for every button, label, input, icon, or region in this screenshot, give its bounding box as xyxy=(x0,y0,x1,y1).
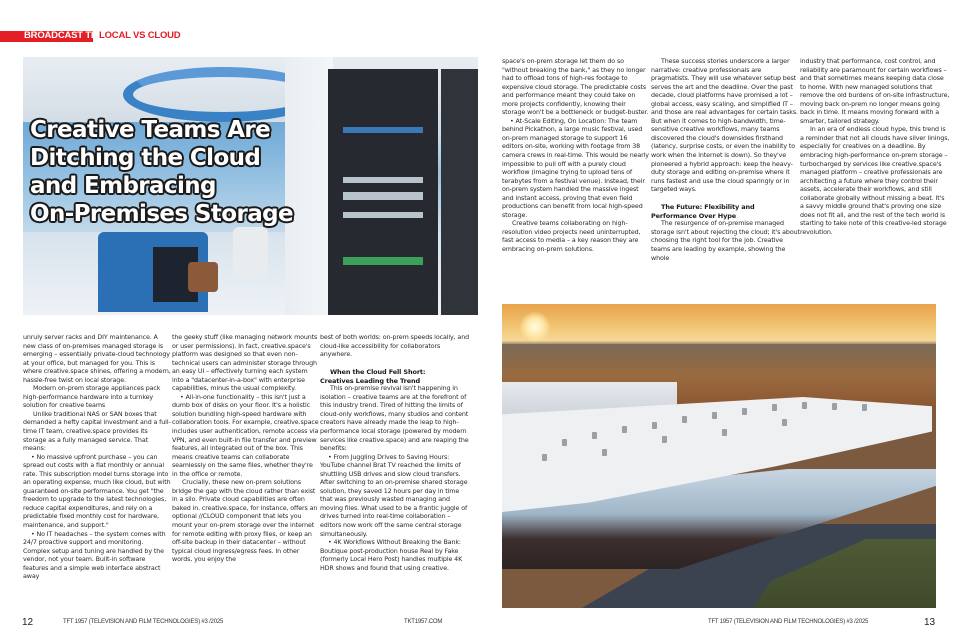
roof-vent xyxy=(712,412,717,419)
roof-vent xyxy=(652,422,657,429)
section-label: BROADCAST TECH xyxy=(24,30,111,41)
roof-vent xyxy=(622,426,627,433)
publication-name-right: TFT 1957 (TELEVISION AND FILM TECHNOLOGIES) #3 /2025 xyxy=(708,619,869,625)
website-link[interactable]: TKT1957.COM xyxy=(404,619,443,625)
bullet-paragraph: • No massive upfront purchase – you can spread out costs with a flat monthly or annual rate. This subscription model turns storage into an operating expense, much like cloud, but with guaranteed on-site performance. You get "the freedom to upgrade to the latest technologies, reduce capital expenditures, and rely on a predictable fixed monthly cost for hardware, maintenance, and support." xyxy=(23,453,171,530)
paragraph: industry that performance, cost control, and reliability are paramount for certain workflows – and that sometimes means keeping data close to home. With new managed solutions that remove the old burdens of on-site infrastructure, moving back on-prem no longer means going back in time. It means moving forward with a smarter, tailored strategy. xyxy=(800,58,950,125)
roof-vent xyxy=(682,416,687,423)
roof-vent xyxy=(662,436,667,443)
paragraph: These success stories underscore a larger narrative: creative professionals are pragmatists. They will use whatever setup best serves the art and the deadline. Over the past decade, cloud platforms have promised a lot – global access, easy scaling, and simplified IT – and those are real advantages for certain tasks. But when it comes to high-bandwidth, time-sensitive creative workflows, many teams discovered the cloud's downsides firsthand (latency, surprise costs, or even the inability to work when the internet is down). So they've pioneered a hybrid approach: keep the heavy-duty storage and editing on-premise where it runs fastest and use the cloud sparingly or in targeted ways. xyxy=(651,58,798,194)
rack-unit xyxy=(343,212,423,218)
paragraph: Crucially, these new on-prem solutions bridge the gap with the cloud rather than exist in a silo. Private cloud capabilities are often baked in. creative.space, for instance, offers an optional //CLOUD component that lets you mount your on-prem storage over the internet for remote editing with proxy files, or keep an off-site backup in their datacenter – without typical cloud ingress/egress fees. In other words, you enjoy the xyxy=(172,479,318,564)
paragraph: space's on-prem storage let them do so "without breaking the bank," as they no longer had to offload tons of high-res footage to expensive cloud storage. The predictable costs and performance meant they could take on more projects confidently, knowing their storage won't be a bottleneck or budget-buster. xyxy=(502,58,649,117)
roof-vent xyxy=(602,449,607,456)
column-1 xyxy=(23,334,171,582)
page-number-right: 13 xyxy=(924,617,936,628)
datacenter-aerial-photo xyxy=(502,304,936,608)
server-rack xyxy=(441,69,478,315)
paragraph: unruly server racks and DIY maintenance. A new class of on-premises managed storage is emerging – essentially private-cloud technology at your office, but managed for you. This is where creative.space shines, offering a modern, hassle-free twist on local storage. xyxy=(23,334,171,384)
column-6 xyxy=(800,58,950,237)
column-5 xyxy=(651,58,801,263)
sun xyxy=(520,312,550,342)
bullet-paragraph: • From Juggling Drives to Saving Hours: YouTube channel Brat TV reached the limits of shuttling USB drives and slow cloud transfers. After switching to an on-premise shared storage solution, they saved 12 hours per day in time that was previously wasted managing and moving files. What used to be a frantic juggle of drives turned into real-time collaboration – editors now work off the same central storage simultaneously. xyxy=(320,453,468,538)
subheading xyxy=(320,368,472,385)
paragraph: Unlike traditional NAS or SAN boxes that demanded a hefty capital investment and a full-time IT team, creative.space provides its storage as a fully managed service. That means: xyxy=(23,410,171,453)
headline-line: Creative Teams Are xyxy=(30,117,271,143)
chair xyxy=(233,227,268,277)
roof-vent xyxy=(562,439,567,446)
rack-unit xyxy=(343,257,423,265)
chair xyxy=(188,262,218,292)
bullet-paragraph: • All-in-one functionality – this isn't just a dumb box of disks on your floor. It's a holistic solution bundling high-speed hardware with collaboration tools. For example, creative.space includes user authentication, remote access via VPN, and even built-in file transfer and preview features, all integrated out of the box. This means creative teams can collaborate seamlessly on the same files, whether they're in the office or remote. xyxy=(172,393,319,478)
bullet-paragraph: • At-Scale Editing, On Location: The team behind Pickathon, a large music festival, used on-prem managed storage to support 16 editors on-site, working with footage from 38 camera crews in real-time. This would be nearly impossible to pull off with a purely cloud workflow (imagine trying to upload tens of terabytes from a festival venue). Instead, their on-prem system handled the massive ingest and instant access, proving that even field productions can benefit from local high-speed storage. xyxy=(502,117,649,219)
column-3 xyxy=(320,334,472,573)
subheading xyxy=(651,203,801,220)
roof-vent xyxy=(542,454,547,461)
paragraph: the geeky stuff (like managing network mounts or user permissions). In fact, creative.space's platform was designed so that even non-technical users can administer storage through an easy UI – effectively turning each system into a "datacenter-in-a-box" with enterprise capabilities, minus the usual complexity. xyxy=(172,334,318,393)
column-4 xyxy=(502,58,650,255)
subheading-line: Creatives Leading the Trend xyxy=(320,376,421,385)
subheading-line: Performance Over Hype xyxy=(651,211,737,220)
section-subtitle: LOCAL VS CLOUD xyxy=(99,30,181,41)
headline-line: Ditching the Cloud xyxy=(30,145,261,171)
paragraph: This on-premise revival isn't happening in isolation – creative teams are at the forefront of this industry trend. Tired of hitting the limits of cloud-only workflows, many studios and content creators have already made the leap to high-performance local storage (powered by modern services like creative.space) and are reaping the benefits: xyxy=(320,385,469,453)
bullet-paragraph: • 4K Workflows Without Breaking the Bank: Boutique post-production house Real by Fake (formerly Local Hero Post) handles multiple 4K HDR shows and found that using creative. xyxy=(320,539,463,572)
article-headline xyxy=(30,116,330,228)
paragraph: Creative teams collaborating on high-resolution video projects need uninterrupted, fast access to media – a key reason they are embracing on-prem solutions. xyxy=(502,220,641,254)
page-number-left: 12 xyxy=(22,617,34,628)
publication-name-left: TFT 1957 (TELEVISION AND FILM TECHNOLOGIES) #3 /2025 xyxy=(63,619,224,625)
paragraph: best of both worlds: on-prem speeds locally, and cloud-like accessibility for collaborators anywhere. xyxy=(320,334,470,359)
paragraph: Modern on-prem storage appliances pack high-performance hardware into a turnkey solution for creative teams xyxy=(23,385,161,410)
roof-vent xyxy=(832,403,837,410)
headline-line: and Embracing xyxy=(30,173,216,199)
roof-vent xyxy=(782,419,787,426)
roof-vent xyxy=(592,432,597,439)
roof-vent xyxy=(802,402,807,409)
roof-vent xyxy=(772,404,777,411)
rack-unit xyxy=(343,192,423,200)
roof-vent xyxy=(722,429,727,436)
roof-vent xyxy=(742,408,747,415)
subheading-line: When the Cloud Fell Short: xyxy=(330,368,426,377)
column-2 xyxy=(172,334,320,565)
rack-unit xyxy=(343,177,423,183)
roof-vent xyxy=(862,404,867,411)
rack-unit xyxy=(343,127,423,133)
paragraph: The resurgence of on-premise managed storage isn't about rejecting the cloud; it's about choosing the right tool for the job. Creative teams are leading by example, showing the whole xyxy=(651,220,800,262)
paragraph: In an era of endless cloud hype, this trend is a reminder that not all clouds have silver linings, especially for creatives on a deadline. By embracing high-performance on-prem storage – turbocharged by services like creative.space's managed platform – creative professionals are architecting a future where they control their assets, accelerate their workflows, and still collaborate globally without missing a beat. It's a savvy middle ground that's proving one size does not fit all, and the rest of the tech world is starting to take note of this creative-led storage revolution. xyxy=(800,126,950,236)
subheading-line: The Future: Flexibility and xyxy=(661,203,755,212)
headline-line: On-Premises Storage xyxy=(30,201,293,227)
bullet-paragraph: • No IT headaches – the system comes with 24/7 proactive support and monitoring. Complex setup and tuning are handled by the vendor, not your team. Built-in software features and a simple web interface abstract away xyxy=(23,530,166,581)
